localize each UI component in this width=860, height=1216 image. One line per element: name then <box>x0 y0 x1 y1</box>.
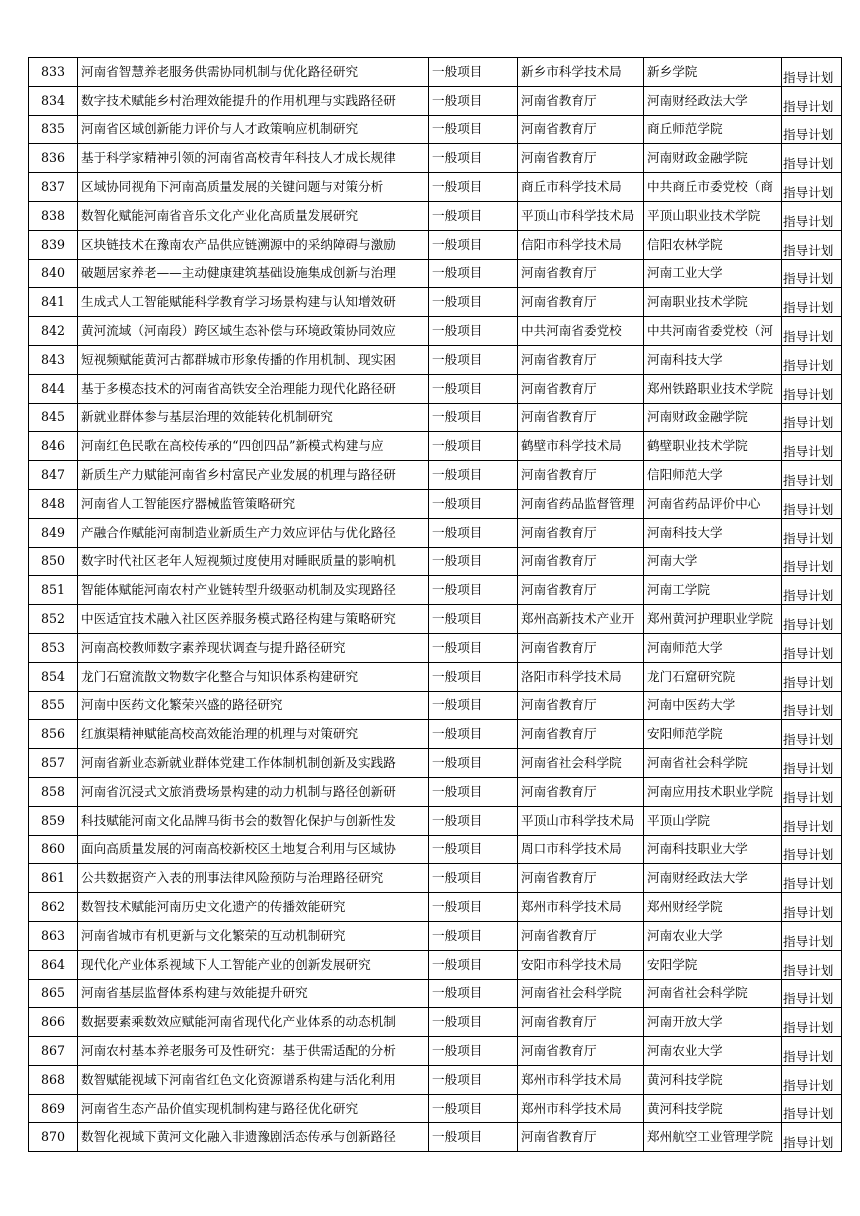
cell-recommending-dept: 平顶山市科学技术局 <box>518 806 644 835</box>
cell-host-organization: 郑州航空工业管理学院 <box>644 1123 782 1152</box>
cell-host-organization: 河南工学院 <box>644 576 782 605</box>
cell-number: 864 <box>29 950 78 979</box>
cell-project-title: 龙门石窟流散文物数字化整合与知识体系构建研究 <box>78 662 429 691</box>
cell-project-type: 一般项目 <box>429 893 518 922</box>
cell-plan-category: 指导计划 <box>782 806 842 835</box>
table-row <box>29 806 842 835</box>
cell-host-organization: 河南科技大学 <box>644 345 782 374</box>
cell-recommending-dept: 郑州市科学技术局 <box>518 893 644 922</box>
cell-project-type: 一般项目 <box>429 979 518 1008</box>
cell-number: 837 <box>29 173 78 202</box>
cell-number: 840 <box>29 259 78 288</box>
cell-recommending-dept: 河南省教育厅 <box>518 461 644 490</box>
cell-host-organization: 河南工业大学 <box>644 259 782 288</box>
cell-host-organization: 龙门石窟研究院 <box>644 662 782 691</box>
cell-project-title: 数字技术赋能乡村治理效能提升的作用机理与实践路径研 <box>78 86 429 115</box>
cell-project-type: 一般项目 <box>429 230 518 259</box>
cell-host-organization: 河南财经政法大学 <box>644 864 782 893</box>
cell-project-title: 区域协同视角下河南高质量发展的关键问题与对策分析 <box>78 173 429 202</box>
cell-project-title: 数智赋能视域下河南省红色文化资源谱系构建与活化利用 <box>78 1065 429 1094</box>
cell-plan-category: 指导计划 <box>782 893 842 922</box>
cell-host-organization: 河南职业技术学院 <box>644 288 782 317</box>
cell-number: 843 <box>29 345 78 374</box>
cell-host-organization: 安阳学院 <box>644 950 782 979</box>
table-row <box>29 1037 842 1066</box>
cell-project-type: 一般项目 <box>429 115 518 144</box>
cell-plan-category: 指导计划 <box>782 1065 842 1094</box>
cell-number: 834 <box>29 86 78 115</box>
cell-project-title: 河南高校教师数字素养现状调查与提升路径研究 <box>78 633 429 662</box>
cell-plan-category: 指导计划 <box>782 777 842 806</box>
cell-recommending-dept: 河南省教育厅 <box>518 1008 644 1037</box>
cell-project-title: 河南省沉浸式文旅消费场景构建的动力机制与路径创新研 <box>78 777 429 806</box>
cell-project-type: 一般项目 <box>429 461 518 490</box>
cell-recommending-dept: 河南省教育厅 <box>518 259 644 288</box>
table-row <box>29 921 842 950</box>
cell-plan-category: 指导计划 <box>782 1037 842 1066</box>
cell-project-type: 一般项目 <box>429 835 518 864</box>
project-table-body <box>29 58 842 1152</box>
cell-number: 863 <box>29 921 78 950</box>
table-row <box>29 749 842 778</box>
cell-host-organization: 河南省药品评价中心 <box>644 489 782 518</box>
cell-recommending-dept: 河南省教育厅 <box>518 86 644 115</box>
cell-host-organization: 河南中医药大学 <box>644 691 782 720</box>
cell-recommending-dept: 河南省教育厅 <box>518 1037 644 1066</box>
cell-plan-category: 指导计划 <box>782 288 842 317</box>
cell-recommending-dept: 河南省教育厅 <box>518 374 644 403</box>
cell-recommending-dept: 河南省教育厅 <box>518 144 644 173</box>
cell-recommending-dept: 河南省教育厅 <box>518 1123 644 1152</box>
cell-project-type: 一般项目 <box>429 777 518 806</box>
cell-project-title: 产融合作赋能河南制造业新质生产力效应评估与优化路径 <box>78 518 429 547</box>
table-row <box>29 58 842 87</box>
cell-plan-category: 指导计划 <box>782 317 842 346</box>
cell-project-type: 一般项目 <box>429 1123 518 1152</box>
cell-host-organization: 河南科技大学 <box>644 518 782 547</box>
cell-plan-category: 指导计划 <box>782 173 842 202</box>
cell-project-type: 一般项目 <box>429 950 518 979</box>
cell-project-title: 河南省人工智能医疗器械监管策略研究 <box>78 489 429 518</box>
cell-recommending-dept: 郑州高新技术产业开 <box>518 605 644 634</box>
cell-number: 868 <box>29 1065 78 1094</box>
cell-plan-category: 指导计划 <box>782 691 842 720</box>
cell-number: 836 <box>29 144 78 173</box>
cell-host-organization: 安阳师范学院 <box>644 720 782 749</box>
cell-project-type: 一般项目 <box>429 259 518 288</box>
cell-plan-category: 指导计划 <box>782 432 842 461</box>
cell-project-type: 一般项目 <box>429 403 518 432</box>
table-row <box>29 288 842 317</box>
cell-host-organization: 河南省社会科学院 <box>644 749 782 778</box>
cell-project-type: 一般项目 <box>429 1094 518 1123</box>
table-row <box>29 662 842 691</box>
cell-recommending-dept: 河南省教育厅 <box>518 864 644 893</box>
cell-project-title: 河南省基层监督体系构建与效能提升研究 <box>78 979 429 1008</box>
cell-recommending-dept: 河南省教育厅 <box>518 720 644 749</box>
cell-project-title: 河南农村基本养老服务可及性研究：基于供需适配的分析 <box>78 1037 429 1066</box>
cell-recommending-dept: 河南省教育厅 <box>518 403 644 432</box>
cell-host-organization: 鹤壁职业技术学院 <box>644 432 782 461</box>
cell-number: 855 <box>29 691 78 720</box>
cell-plan-category: 指导计划 <box>782 461 842 490</box>
cell-number: 839 <box>29 230 78 259</box>
cell-recommending-dept: 河南省教育厅 <box>518 288 644 317</box>
cell-recommending-dept: 河南省社会科学院 <box>518 979 644 1008</box>
cell-number: 859 <box>29 806 78 835</box>
table-row <box>29 979 842 1008</box>
table-row <box>29 374 842 403</box>
table-row <box>29 345 842 374</box>
cell-number: 835 <box>29 115 78 144</box>
cell-plan-category: 指导计划 <box>782 345 842 374</box>
cell-project-type: 一般项目 <box>429 576 518 605</box>
cell-project-title: 中医适宜技术融入社区医养服务模式路径构建与策略研究 <box>78 605 429 634</box>
cell-number: 858 <box>29 777 78 806</box>
cell-plan-category: 指导计划 <box>782 1123 842 1152</box>
project-table <box>28 57 842 1152</box>
cell-plan-category: 指导计划 <box>782 576 842 605</box>
cell-host-organization: 中共河南省委党校（河 <box>644 317 782 346</box>
cell-host-organization: 平顶山学院 <box>644 806 782 835</box>
cell-host-organization: 河南农业大学 <box>644 1037 782 1066</box>
cell-project-type: 一般项目 <box>429 1065 518 1094</box>
table-row <box>29 201 842 230</box>
cell-project-type: 一般项目 <box>429 489 518 518</box>
cell-project-title: 科技赋能河南文化品牌马街书会的数智化保护与创新性发 <box>78 806 429 835</box>
cell-plan-category: 指导计划 <box>782 979 842 1008</box>
cell-number: 853 <box>29 633 78 662</box>
cell-plan-category: 指导计划 <box>782 403 842 432</box>
cell-plan-category: 指导计划 <box>782 749 842 778</box>
cell-plan-category: 指导计划 <box>782 259 842 288</box>
cell-project-type: 一般项目 <box>429 1008 518 1037</box>
cell-project-type: 一般项目 <box>429 201 518 230</box>
cell-host-organization: 商丘师范学院 <box>644 115 782 144</box>
cell-project-type: 一般项目 <box>429 144 518 173</box>
cell-recommending-dept: 安阳市科学技术局 <box>518 950 644 979</box>
cell-plan-category: 指导计划 <box>782 547 842 576</box>
table-row <box>29 1094 842 1123</box>
cell-recommending-dept: 郑州市科学技术局 <box>518 1065 644 1094</box>
cell-plan-category: 指导计划 <box>782 950 842 979</box>
cell-project-type: 一般项目 <box>429 605 518 634</box>
cell-recommending-dept: 河南省教育厅 <box>518 518 644 547</box>
cell-number: 842 <box>29 317 78 346</box>
cell-host-organization: 河南财政金融学院 <box>644 403 782 432</box>
cell-plan-category: 指导计划 <box>782 518 842 547</box>
cell-project-title: 新就业群体参与基层治理的效能转化机制研究 <box>78 403 429 432</box>
cell-recommending-dept: 周口市科学技术局 <box>518 835 644 864</box>
cell-host-organization: 郑州财经学院 <box>644 893 782 922</box>
cell-recommending-dept: 洛阳市科学技术局 <box>518 662 644 691</box>
cell-project-title: 红旗渠精神赋能高校高效能治理的机理与对策研究 <box>78 720 429 749</box>
table-row <box>29 489 842 518</box>
table-row <box>29 950 842 979</box>
cell-plan-category: 指导计划 <box>782 864 842 893</box>
cell-plan-category: 指导计划 <box>782 921 842 950</box>
cell-number: 850 <box>29 547 78 576</box>
cell-project-type: 一般项目 <box>429 662 518 691</box>
table-row <box>29 1008 842 1037</box>
cell-host-organization: 黄河科技学院 <box>644 1065 782 1094</box>
cell-project-type: 一般项目 <box>429 633 518 662</box>
cell-plan-category: 指导计划 <box>782 374 842 403</box>
cell-project-type: 一般项目 <box>429 691 518 720</box>
cell-number: 849 <box>29 518 78 547</box>
table-row <box>29 691 842 720</box>
cell-recommending-dept: 新乡市科学技术局 <box>518 58 644 87</box>
cell-number: 865 <box>29 979 78 1008</box>
cell-project-title: 数智化视域下黄河文化融入非遗豫剧活态传承与创新路径 <box>78 1123 429 1152</box>
cell-project-type: 一般项目 <box>429 288 518 317</box>
cell-host-organization: 黄河科技学院 <box>644 1094 782 1123</box>
cell-project-title: 河南红色民歌在高校传承的“四创四品”新模式构建与应 <box>78 432 429 461</box>
cell-project-title: 生成式人工智能赋能科学教育学习场景构建与认知增效研 <box>78 288 429 317</box>
cell-number: 847 <box>29 461 78 490</box>
cell-recommending-dept: 中共河南省委党校 <box>518 317 644 346</box>
table-row <box>29 432 842 461</box>
cell-number: 862 <box>29 893 78 922</box>
cell-project-title: 破题居家养老——主动健康建筑基础设施集成创新与治理 <box>78 259 429 288</box>
cell-project-title: 公共数据资产入表的刑事法律风险预防与治理路径研究 <box>78 864 429 893</box>
cell-number: 869 <box>29 1094 78 1123</box>
cell-plan-category: 指导计划 <box>782 605 842 634</box>
table-row <box>29 230 842 259</box>
table-row <box>29 864 842 893</box>
table-row <box>29 86 842 115</box>
table-row <box>29 173 842 202</box>
cell-recommending-dept: 信阳市科学技术局 <box>518 230 644 259</box>
cell-recommending-dept: 河南省教育厅 <box>518 777 644 806</box>
cell-project-title: 数智技术赋能河南历史文化遗产的传播效能研究 <box>78 893 429 922</box>
cell-host-organization: 河南大学 <box>644 547 782 576</box>
cell-recommending-dept: 河南省教育厅 <box>518 576 644 605</box>
cell-recommending-dept: 河南省教育厅 <box>518 115 644 144</box>
cell-project-title: 数据要素乘数效应赋能河南省现代化产业体系的动态机制 <box>78 1008 429 1037</box>
cell-plan-category: 指导计划 <box>782 230 842 259</box>
cell-project-title: 现代化产业体系视域下人工智能产业的创新发展研究 <box>78 950 429 979</box>
cell-project-title: 河南省生态产品价值实现机制构建与路径优化研究 <box>78 1094 429 1123</box>
table-row <box>29 893 842 922</box>
cell-plan-category: 指导计划 <box>782 835 842 864</box>
cell-project-type: 一般项目 <box>429 317 518 346</box>
cell-project-title: 基于科学家精神引领的河南省高校青年科技人才成长规律 <box>78 144 429 173</box>
cell-recommending-dept: 河南省教育厅 <box>518 921 644 950</box>
cell-project-title: 智能体赋能河南农村产业链转型升级驱动机制及实现路径 <box>78 576 429 605</box>
table-row <box>29 518 842 547</box>
table-row <box>29 835 842 864</box>
cell-plan-category: 指导计划 <box>782 115 842 144</box>
cell-recommending-dept: 河南省社会科学院 <box>518 749 644 778</box>
cell-host-organization: 河南科技职业大学 <box>644 835 782 864</box>
table-row <box>29 720 842 749</box>
cell-recommending-dept: 河南省教育厅 <box>518 633 644 662</box>
cell-project-type: 一般项目 <box>429 864 518 893</box>
cell-recommending-dept: 商丘市科学技术局 <box>518 173 644 202</box>
cell-project-title: 区块链技术在豫南农产品供应链溯源中的采纳障碍与激励 <box>78 230 429 259</box>
cell-project-type: 一般项目 <box>429 547 518 576</box>
cell-number: 844 <box>29 374 78 403</box>
cell-project-title: 新质生产力赋能河南省乡村富民产业发展的机理与路径研 <box>78 461 429 490</box>
cell-number: 846 <box>29 432 78 461</box>
table-row <box>29 547 842 576</box>
cell-recommending-dept: 河南省教育厅 <box>518 547 644 576</box>
cell-host-organization: 新乡学院 <box>644 58 782 87</box>
cell-project-title: 面向高质量发展的河南高校新校区土地复合利用与区域协 <box>78 835 429 864</box>
cell-number: 848 <box>29 489 78 518</box>
cell-host-organization: 郑州黄河护理职业学院 <box>644 605 782 634</box>
cell-recommending-dept: 河南省教育厅 <box>518 691 644 720</box>
cell-recommending-dept: 河南省教育厅 <box>518 345 644 374</box>
cell-host-organization: 信阳师范大学 <box>644 461 782 490</box>
cell-plan-category: 指导计划 <box>782 662 842 691</box>
cell-host-organization: 信阳农林学院 <box>644 230 782 259</box>
cell-project-title: 黄河流域（河南段）跨区域生态补偿与环境政策协同效应 <box>78 317 429 346</box>
cell-number: 860 <box>29 835 78 864</box>
cell-project-type: 一般项目 <box>429 86 518 115</box>
cell-host-organization: 中共商丘市委党校（商 <box>644 173 782 202</box>
cell-project-title: 数智化赋能河南省音乐文化产业化高质量发展研究 <box>78 201 429 230</box>
table-row <box>29 259 842 288</box>
cell-recommending-dept: 平顶山市科学技术局 <box>518 201 644 230</box>
cell-plan-category: 指导计划 <box>782 58 842 87</box>
cell-plan-category: 指导计划 <box>782 633 842 662</box>
cell-project-type: 一般项目 <box>429 173 518 202</box>
cell-number: 866 <box>29 1008 78 1037</box>
table-row <box>29 461 842 490</box>
cell-host-organization: 河南省社会科学院 <box>644 979 782 1008</box>
cell-project-title: 河南省区域创新能力评价与人才政策响应机制研究 <box>78 115 429 144</box>
cell-number: 861 <box>29 864 78 893</box>
table-row <box>29 317 842 346</box>
cell-project-type: 一般项目 <box>429 432 518 461</box>
table-row <box>29 633 842 662</box>
table-row <box>29 576 842 605</box>
cell-project-title: 短视频赋能黄河古都群城市形象传播的作用机制、现实困 <box>78 345 429 374</box>
cell-number: 870 <box>29 1123 78 1152</box>
cell-plan-category: 指导计划 <box>782 201 842 230</box>
table-row <box>29 115 842 144</box>
cell-project-title: 河南省智慧养老服务供需协同机制与优化路径研究 <box>78 58 429 87</box>
cell-plan-category: 指导计划 <box>782 720 842 749</box>
cell-project-type: 一般项目 <box>429 58 518 87</box>
cell-project-type: 一般项目 <box>429 720 518 749</box>
cell-host-organization: 河南农业大学 <box>644 921 782 950</box>
cell-host-organization: 河南财经政法大学 <box>644 86 782 115</box>
table-row <box>29 403 842 432</box>
cell-project-title: 基于多模态技术的河南省高铁安全治理能力现代化路径研 <box>78 374 429 403</box>
cell-number: 854 <box>29 662 78 691</box>
cell-plan-category: 指导计划 <box>782 1094 842 1123</box>
cell-project-type: 一般项目 <box>429 374 518 403</box>
cell-plan-category: 指导计划 <box>782 86 842 115</box>
cell-project-title: 河南省城市有机更新与文化繁荣的互动机制研究 <box>78 921 429 950</box>
cell-project-type: 一般项目 <box>429 921 518 950</box>
cell-project-type: 一般项目 <box>429 518 518 547</box>
cell-host-organization: 郑州铁路职业技术学院 <box>644 374 782 403</box>
cell-recommending-dept: 郑州市科学技术局 <box>518 1094 644 1123</box>
table-row <box>29 1065 842 1094</box>
table-row <box>29 144 842 173</box>
cell-number: 857 <box>29 749 78 778</box>
cell-host-organization: 平顶山职业技术学院 <box>644 201 782 230</box>
cell-number: 833 <box>29 58 78 87</box>
cell-plan-category: 指导计划 <box>782 144 842 173</box>
cell-host-organization: 河南财政金融学院 <box>644 144 782 173</box>
cell-project-type: 一般项目 <box>429 1037 518 1066</box>
cell-number: 851 <box>29 576 78 605</box>
table-row <box>29 777 842 806</box>
table-row <box>29 605 842 634</box>
cell-plan-category: 指导计划 <box>782 489 842 518</box>
cell-host-organization: 河南开放大学 <box>644 1008 782 1037</box>
cell-host-organization: 河南应用技术职业学院 <box>644 777 782 806</box>
cell-project-type: 一般项目 <box>429 345 518 374</box>
cell-number: 856 <box>29 720 78 749</box>
cell-number: 838 <box>29 201 78 230</box>
cell-project-title: 河南中医药文化繁荣兴盛的路径研究 <box>78 691 429 720</box>
cell-recommending-dept: 鹤壁市科学技术局 <box>518 432 644 461</box>
cell-project-type: 一般项目 <box>429 806 518 835</box>
cell-number: 867 <box>29 1037 78 1066</box>
cell-host-organization: 河南师范大学 <box>644 633 782 662</box>
cell-number: 852 <box>29 605 78 634</box>
cell-recommending-dept: 河南省药品监督管理 <box>518 489 644 518</box>
table-row <box>29 1123 842 1152</box>
cell-number: 845 <box>29 403 78 432</box>
cell-project-type: 一般项目 <box>429 749 518 778</box>
cell-plan-category: 指导计划 <box>782 1008 842 1037</box>
cell-project-title: 数字时代社区老年人短视频过度使用对睡眠质量的影响机 <box>78 547 429 576</box>
cell-project-title: 河南省新业态新就业群体党建工作体制机制创新及实践路 <box>78 749 429 778</box>
cell-number: 841 <box>29 288 78 317</box>
